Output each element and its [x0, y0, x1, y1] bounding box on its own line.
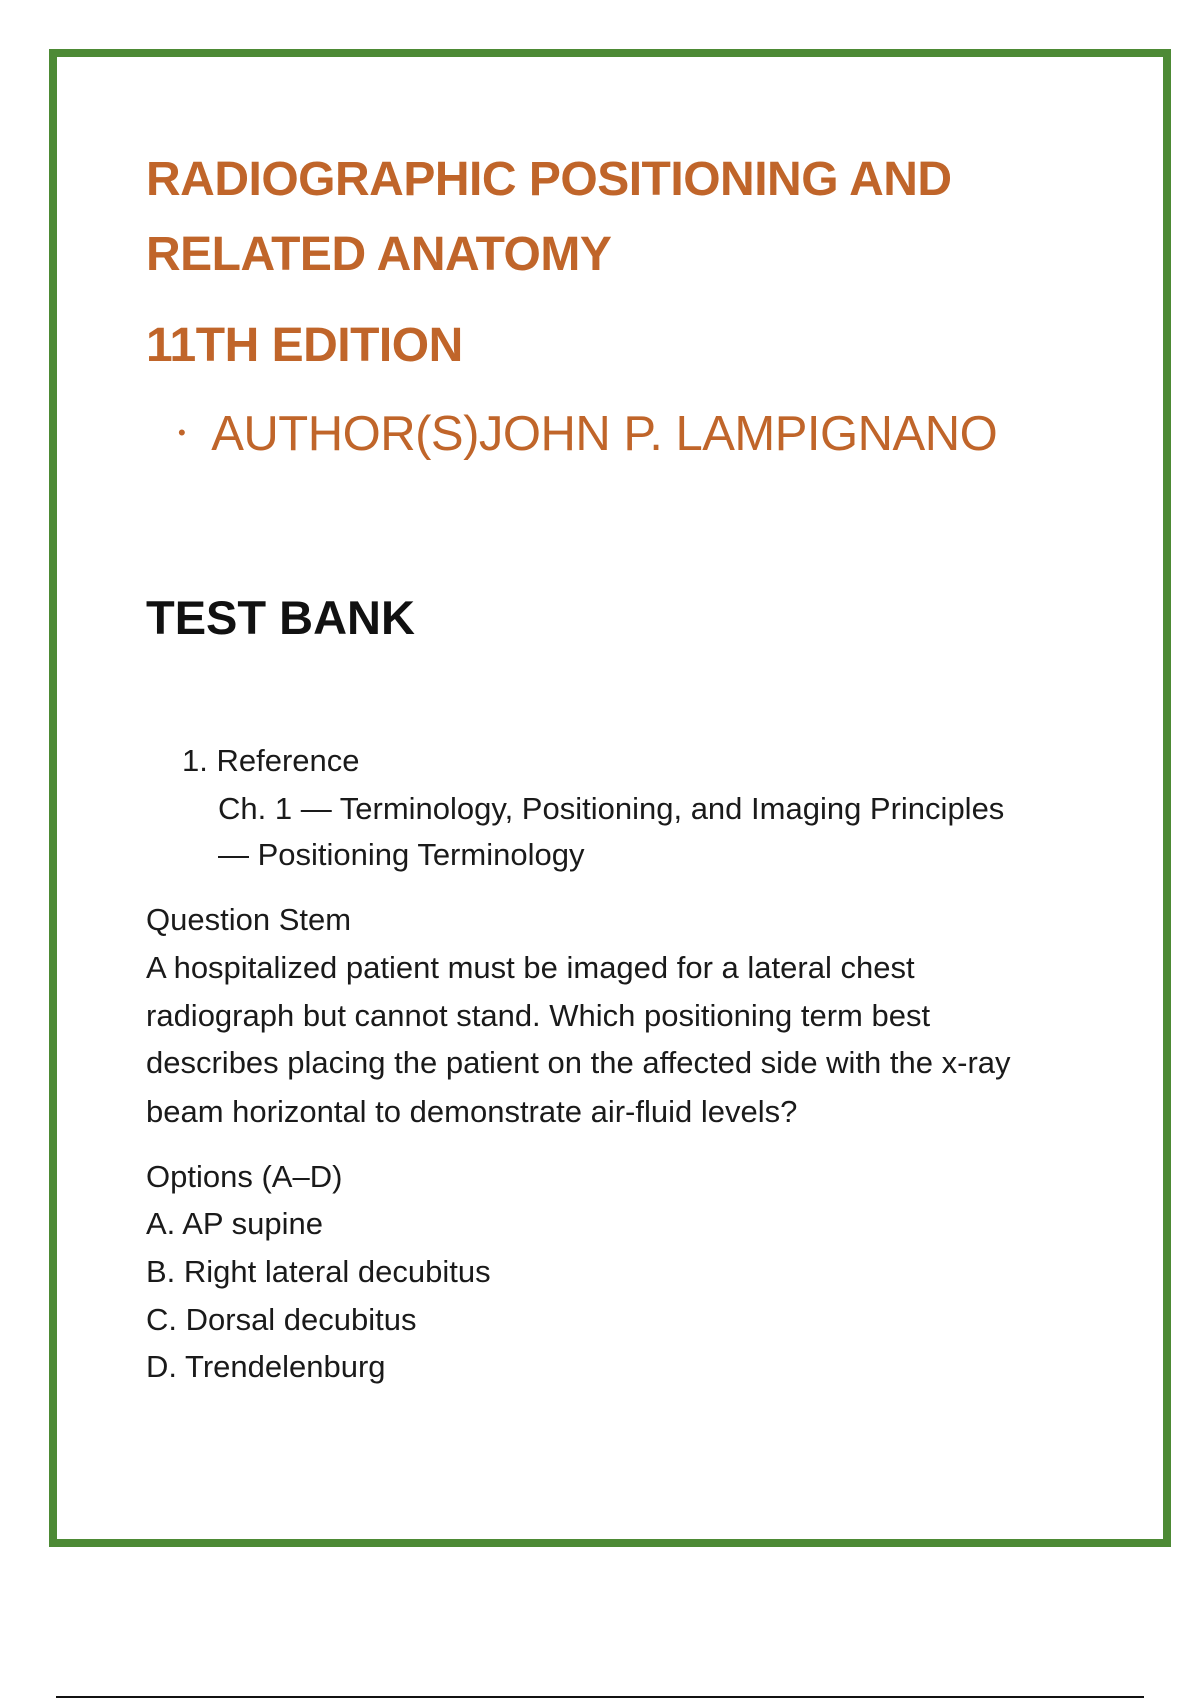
- option-b: B. Right lateral decubitus: [146, 1254, 491, 1289]
- option-a: A. AP supine: [146, 1206, 323, 1241]
- bullet-icon: •: [178, 420, 186, 446]
- author-line: [178, 406, 997, 462]
- bottom-divider: [56, 1696, 1144, 1698]
- option-d: D. Trendelenburg: [146, 1349, 386, 1384]
- reference-chapter: Ch. 1 — Terminology, Positioning, and Imaging Principles: [218, 791, 1005, 826]
- author-name: AUTHOR(S)JOHN P. LAMPIGNANO: [211, 407, 998, 461]
- stem-line: radiograph but cannot stand. Which positioning term best: [146, 998, 931, 1033]
- title-line-2: RELATED ANATOMY: [146, 228, 612, 281]
- stem-line: beam horizontal to demonstrate air-fluid levels?: [146, 1094, 798, 1129]
- title-line-1: RADIOGRAPHIC POSITIONING AND: [146, 153, 952, 206]
- edition: 11TH EDITION: [146, 319, 463, 372]
- stem-line: describes placing the patient on the affected side with the x-ray: [146, 1045, 1011, 1080]
- section-heading: TEST BANK: [146, 591, 415, 644]
- option-c: C. Dorsal decubitus: [146, 1302, 417, 1337]
- reference-topic: — Positioning Terminology: [218, 837, 585, 872]
- stem-label: Question Stem: [146, 902, 352, 937]
- reference-label: 1. Reference: [182, 743, 360, 778]
- options-label: Options (A–D): [146, 1159, 343, 1194]
- stem-line: A hospitalized patient must be imaged for a lateral chest: [146, 950, 915, 985]
